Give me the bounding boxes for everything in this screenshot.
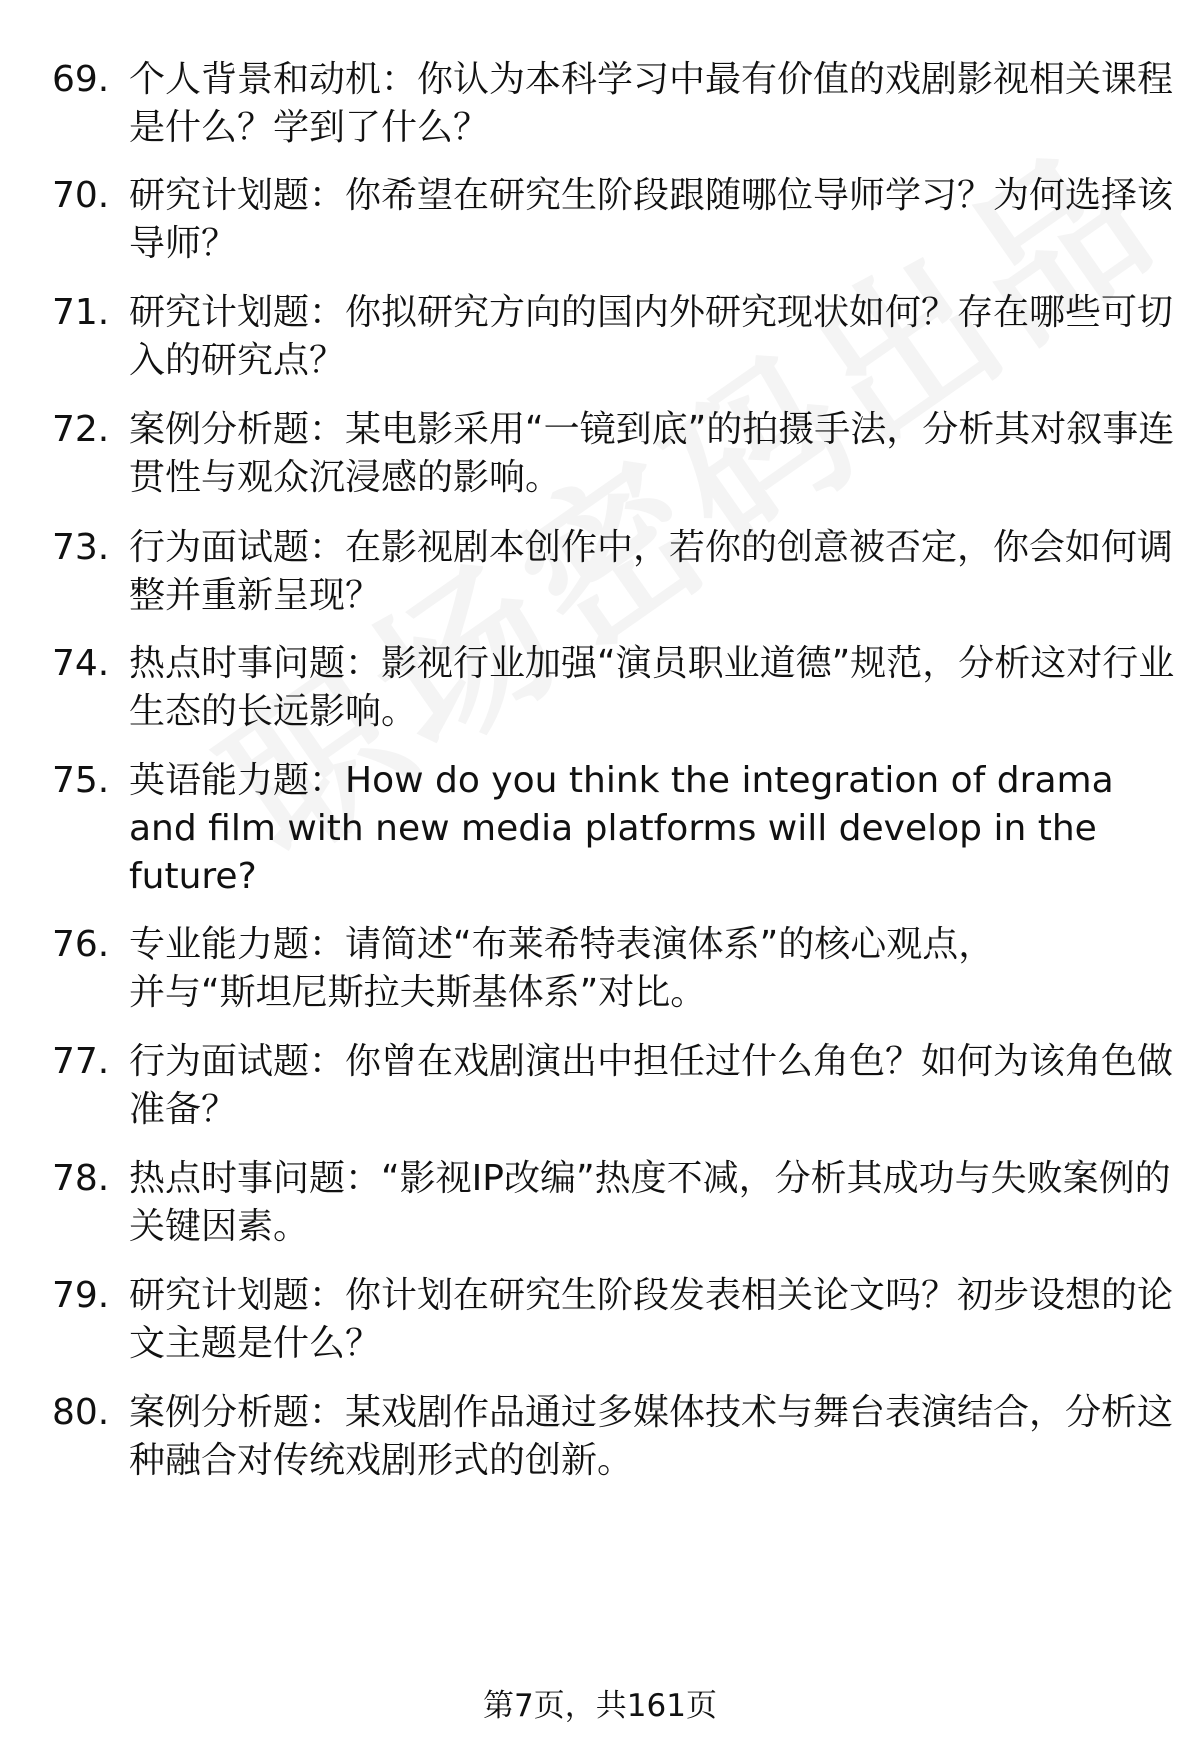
page-indicator: 第7页，共161页 xyxy=(483,1688,717,1724)
question-text: 行为面试题：你曾在戏剧演出中担任过什么角色？如何为该角色做准备？ xyxy=(129,1041,1174,1130)
question-item xyxy=(52,1389,1174,1485)
question-item xyxy=(52,1272,1174,1368)
question-number: 69. xyxy=(52,59,110,100)
question-number: 76. xyxy=(52,924,110,965)
question-item xyxy=(52,56,1174,152)
question-text: 个人背景和动机：你认为本科学习中最有价值的戏剧影视相关课程是什么？学到了什么？ xyxy=(129,59,1174,148)
question-text: 案例分析题：某电影采用“一镜到底”的拍摄手法，分析其对叙事连贯性与观众沉浸感的影响。 xyxy=(129,409,1175,498)
question-number: 80. xyxy=(52,1392,110,1433)
question-number: 74. xyxy=(52,643,110,684)
question-text: 热点时事问题：“影视IP改编”热度不减，分析其成功与失败案例的关键因素。 xyxy=(129,1158,1171,1247)
question-text: 行为面试题：在影视剧本创作中，若你的创意被否定，你会如何调整并重新呈现？ xyxy=(129,527,1174,616)
question-number: 79. xyxy=(52,1275,110,1316)
question-number: 77. xyxy=(52,1041,110,1082)
question-text: 研究计划题：你计划在研究生阶段发表相关论文吗？初步设想的论文主题是什么？ xyxy=(129,1275,1174,1364)
question-item xyxy=(52,1155,1171,1251)
question-number: 73. xyxy=(52,527,110,568)
question-item xyxy=(52,524,1174,620)
question-number: 70. xyxy=(52,175,110,216)
question-number: 71. xyxy=(52,292,110,333)
question-text: 热点时事问题：影视行业加强“演员职业道德”规范，分析这对行业生态的长远影响。 xyxy=(129,643,1175,732)
question-number: 72. xyxy=(52,409,110,450)
question-text: 英语能力题：How do you think the integration of drama and film with new media platforms will develop in the future? xyxy=(129,760,1114,897)
question-number: 78. xyxy=(52,1158,110,1199)
question-item xyxy=(52,406,1175,502)
question-item xyxy=(52,640,1175,736)
question-item xyxy=(52,172,1174,268)
question-text: 专业能力题：请简述“布莱希特表演体系”的核心观点，并与“斯坦尼斯拉夫斯基体系”对比。 xyxy=(129,924,995,1013)
question-text: 研究计划题：你拟研究方向的国内外研究现状如何？存在哪些可切入的研究点？ xyxy=(129,292,1174,381)
question-item xyxy=(52,289,1174,385)
question-item xyxy=(52,1038,1174,1134)
question-text: 研究计划题：你希望在研究生阶段跟随哪位导师学习？为何选择该导师？ xyxy=(129,175,1174,264)
question-item xyxy=(52,921,1152,1017)
question-number: 75. xyxy=(52,760,110,801)
question-text: 案例分析题：某戏剧作品通过多媒体技术与舞台表演结合，分析这种融合对传统戏剧形式的创新。 xyxy=(129,1392,1174,1481)
question-item xyxy=(52,757,1152,901)
